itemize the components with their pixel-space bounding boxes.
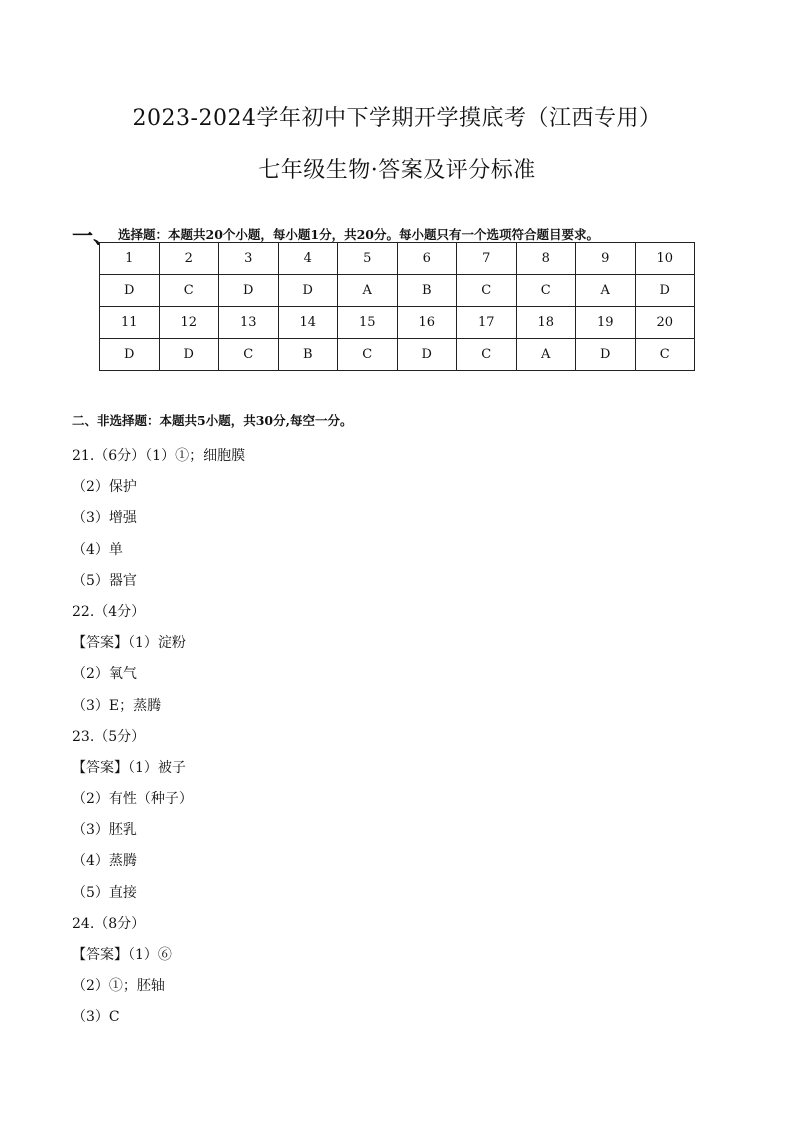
question-number-cell: 16 — [397, 307, 457, 339]
answer-cell: A — [516, 339, 576, 371]
answer-line: 24.（8分） — [72, 915, 146, 932]
answer-cell: D — [278, 275, 338, 307]
document-subtitle: 七年级生物·答案及评分标准 — [258, 158, 536, 183]
answer-cell: B — [397, 275, 457, 307]
question-number-cell: 6 — [397, 243, 457, 275]
answer-cell: D — [100, 275, 160, 307]
answer-line: （5）直接 — [72, 884, 137, 901]
answer-line: （3）E；蒸腾 — [72, 697, 162, 714]
answer-line: （3）胚乳 — [72, 822, 137, 839]
answer-line: （4）蒸腾 — [72, 853, 137, 870]
question-number-cell: 12 — [159, 307, 219, 339]
table-row — [100, 339, 695, 371]
answer-list — [72, 444, 245, 1037]
question-number-cell: 14 — [278, 307, 338, 339]
answer-line: 【答案】（1）⑥ — [72, 947, 172, 963]
section-one-text: 选择题：本题共20个小题，每小题1分，共20分。每小题只有一个选项符合题目要求。 — [118, 227, 599, 242]
answer-cell: A — [576, 275, 636, 307]
answer-line: （3）C — [72, 1009, 120, 1026]
answer-cell: D — [397, 339, 457, 371]
answer-cell: D — [219, 275, 279, 307]
answer-cell: B — [278, 339, 338, 371]
question-number-cell: 13 — [219, 307, 279, 339]
answer-cell: C — [457, 275, 517, 307]
answer-line: （2）氧气 — [72, 666, 137, 683]
answer-cell: D — [159, 339, 219, 371]
answer-line: （2）有性（种子） — [72, 791, 193, 808]
question-number-cell: 10 — [635, 243, 695, 275]
table-row — [100, 275, 695, 307]
answer-line: 23.（5分） — [72, 728, 146, 745]
question-number-cell: 3 — [219, 243, 279, 275]
section-two-heading: 二、非选择题：本题共5小题，共30分,每空一分。 — [72, 413, 353, 428]
answer-line: （2）保护 — [72, 479, 137, 496]
answer-table — [99, 242, 695, 371]
answer-cell: C — [635, 339, 695, 371]
answer-line: 21.（6分）（1）①；细胞膜 — [72, 448, 246, 464]
section-one-number: 一、 — [72, 223, 114, 248]
question-number-cell: 15 — [338, 307, 398, 339]
answer-cell: D — [100, 339, 160, 371]
answer-line: 22.（4分） — [72, 603, 146, 620]
question-number-cell: 17 — [457, 307, 517, 339]
answer-cell: C — [457, 339, 517, 371]
question-number-cell: 5 — [338, 243, 398, 275]
question-number-cell: 11 — [100, 307, 160, 339]
document-title: 2023-2024学年初中下学期开学摸底考（江西专用） — [132, 106, 662, 131]
question-number-cell: 9 — [576, 243, 636, 275]
answer-cell: A — [338, 275, 398, 307]
question-number-cell: 8 — [516, 243, 576, 275]
question-number-cell: 1 — [100, 243, 160, 275]
question-number-cell: 7 — [457, 243, 517, 275]
answer-cell: C — [516, 275, 576, 307]
answer-cell: C — [159, 275, 219, 307]
question-number-cell: 2 — [159, 243, 219, 275]
question-number-cell: 18 — [516, 307, 576, 339]
table-row — [100, 243, 695, 275]
answer-cell: D — [576, 339, 636, 371]
question-number-cell: 4 — [278, 243, 338, 275]
answer-line: （2）①；胚轴 — [72, 978, 165, 995]
answer-cell: D — [635, 275, 695, 307]
answer-cell: C — [219, 339, 279, 371]
answer-line: 【答案】（1）淀粉 — [72, 635, 186, 652]
question-number-cell: 20 — [635, 307, 695, 339]
question-number-cell: 19 — [576, 307, 636, 339]
answer-line: （4）单 — [72, 541, 123, 558]
answer-line: （3）增强 — [72, 510, 137, 527]
answer-cell: C — [338, 339, 398, 371]
answer-line: （5）器官 — [72, 572, 137, 589]
answer-line: 【答案】（1）被子 — [72, 759, 186, 776]
table-row — [100, 307, 695, 339]
